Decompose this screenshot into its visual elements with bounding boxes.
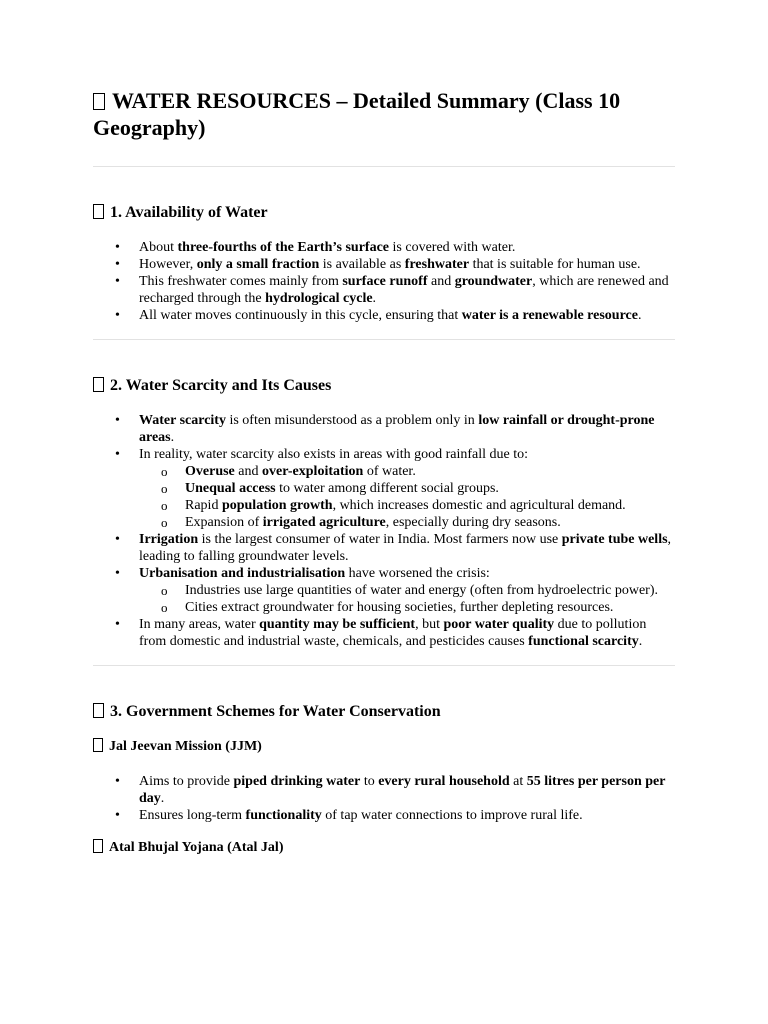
sub-list (139, 582, 675, 616)
bullet-list (93, 412, 675, 650)
emoji-placeholder-icon (93, 204, 104, 219)
emoji-placeholder-icon (93, 703, 104, 718)
document-title: WATER RESOURCES – Detailed Summary (Class 10 Geography) (93, 88, 621, 140)
sub-list-item: o Rapid population growth, which increases domestic and agricultural demand. (139, 497, 675, 514)
subheading-atal-bhujal-yojana: Atal Bhujal Yojana (Atal Jal) (93, 839, 675, 857)
list-item: • Water scarcity is often misunderstood as a problem only in low rainfall or drought-prone areas. (93, 412, 675, 446)
sub-list-item: o Industries use large quantities of water and energy (often from hydroelectric power). (139, 582, 675, 599)
emoji-placeholder-icon (93, 839, 103, 853)
sub-list-item: o Expansion of irrigated agriculture, especially during dry seasons. (139, 514, 675, 531)
list-item: • Aims to provide piped drinking water to every rural household at 55 litres per person per day. (93, 773, 675, 807)
emoji-placeholder-icon (93, 738, 103, 752)
section-heading-schemes: 3. Government Schemes for Water Conservation (93, 702, 675, 722)
bullet-list (93, 239, 675, 324)
list-item: • All water moves continuously in this cycle, ensuring that water is a renewable resource. (93, 307, 675, 324)
list-item: • In reality, water scarcity also exists in areas with good rainfall due to: o Overuse and over-exploitation of water. o Unequal access to water among different social groups. o Rapid population growth, which increases domestic and agricultural demand. o Expansion of irrigated agriculture, especially during dry seasons. (93, 446, 675, 531)
sub-list-item: o Overuse and over-exploitation of water. (139, 463, 675, 480)
list-item: • This freshwater comes mainly from surface runoff and groundwater, which are renewed and recharged through the hydrological cycle. (93, 273, 675, 307)
section-heading-scarcity: 2. Water Scarcity and Its Causes (93, 376, 675, 396)
list-item: • However, only a small fraction is available as freshwater that is suitable for human use. (93, 256, 675, 273)
sub-list-item: o Unequal access to water among different social groups. (139, 480, 675, 497)
list-item: • In many areas, water quantity may be sufficient, but poor water quality due to pollution from domestic and industrial waste, chemicals, and pesticides causes functional scarcity. (93, 616, 675, 650)
sub-list-item: o Cities extract groundwater for housing societies, further depleting resources. (139, 599, 675, 616)
list-item: • Urbanisation and industrialisation have worsened the crisis: o Industries use large quantities of water and energy (often from hydroelectric power). o Cities extract groundwater for housing societies, further depleting resources. (93, 565, 675, 616)
subheading-jal-jeevan-mission: Jal Jeevan Mission (JJM) (93, 738, 675, 756)
emoji-placeholder-icon (93, 93, 105, 110)
list-item: • Ensures long-term functionality of tap water connections to improve rural life. (93, 807, 675, 824)
section-heading-availability: 1. Availability of Water (93, 203, 675, 223)
sub-list (139, 463, 675, 531)
emoji-placeholder-icon (93, 377, 104, 392)
list-item: • About three-fourths of the Earth’s surface is covered with water. (93, 239, 675, 256)
bullet-list (93, 773, 675, 824)
list-item: • Irrigation is the largest consumer of water in India. Most farmers now use private tube wells, leading to falling groundwater levels. (93, 531, 675, 565)
